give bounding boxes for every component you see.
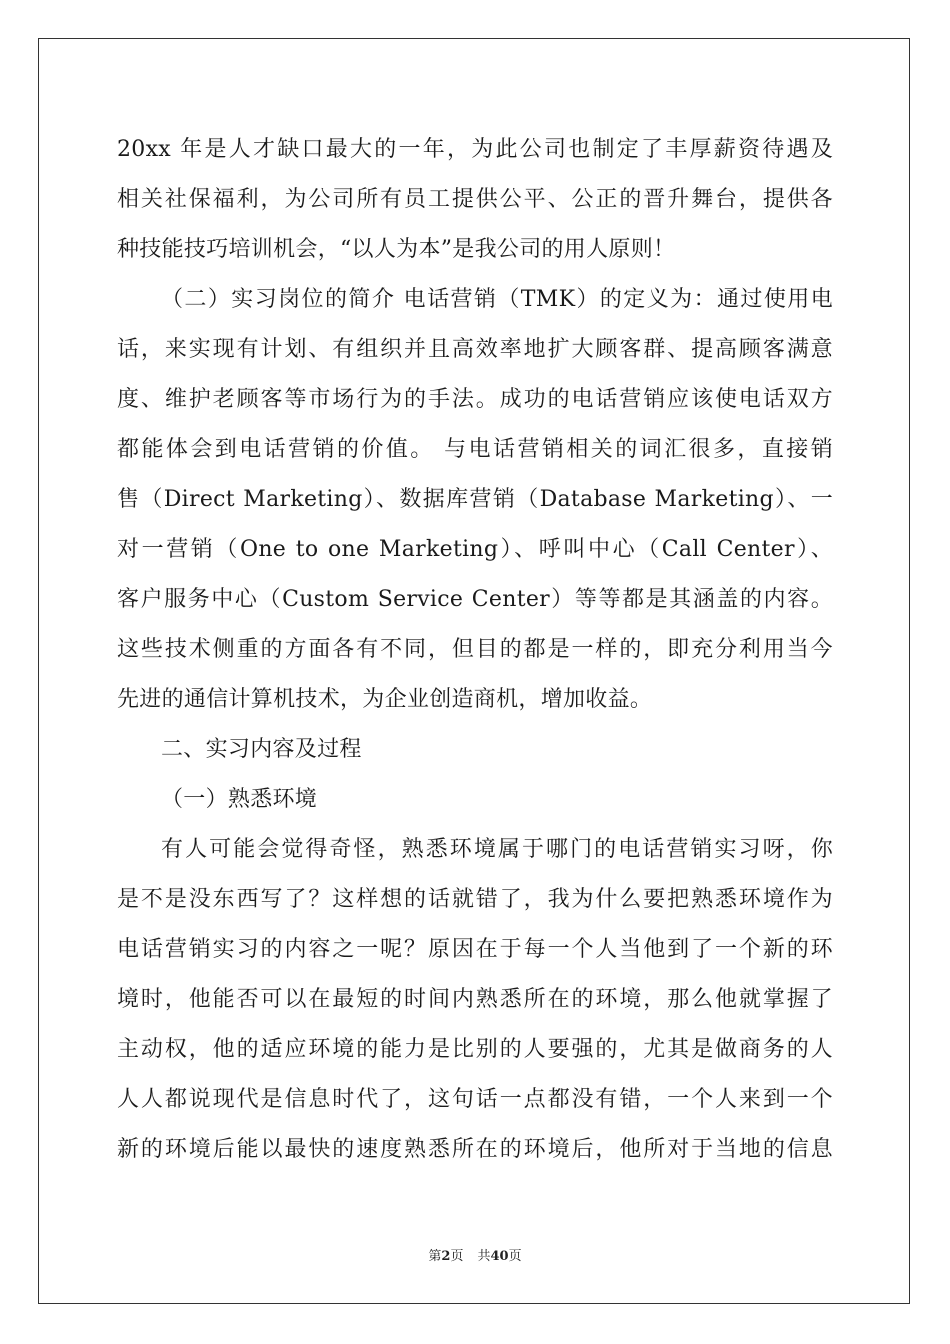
text-line: 人人都说现代是信息时代了，这句话一点都没有错，一个人来到一个 [117,1087,833,1112]
text-line: 客户服务中心（Custom Service Center）等等都是其涵盖的内容。 [117,587,833,612]
text-line: （二）实习岗位的简介 电话营销（TMK）的定义为：通过使用电 [161,287,833,312]
text-line: 相关社保福利，为公司所有员工提供公平、公正的晋升舞台，提供各 [117,187,833,212]
footer-total-suffix: 页 [508,1249,522,1264]
footer-page-number: 2 [441,1249,451,1264]
document-body [117,125,833,1175]
text-line: 对一营销（One to one Marketing）、呼叫中心（Call Center）、 [117,537,833,562]
text-line: 都能体会到电话营销的价值。 与电话营销相关的词汇很多，直接销 [117,437,833,462]
text-line: 新的环境后能以最快的速度熟悉所在的环境后，他所对于当地的信息 [117,1137,833,1162]
text-line: 有人可能会觉得奇怪，熟悉环境属于哪门的电话营销实习呀，你 [161,837,833,862]
text-line: 先进的通信计算机技术，为企业创造商机，增加收益。 [117,687,653,712]
text-line: 主动权，他的适应环境的能力是比别的人要强的，尤其是做商务的人 [117,1037,833,1062]
text-line: 是不是没东西写了？这样想的话就错了，我为什么要把熟悉环境作为 [117,887,833,912]
text-line: 电话营销实习的内容之一呢？原因在于每一个人当他到了一个新的环 [117,937,833,962]
footer-page-suffix: 页 [450,1249,464,1264]
text-line: （一）熟悉环境 [161,787,318,812]
text-line: 售（Direct Marketing）、数据库营销（Database Marketing）、一 [117,487,833,512]
footer-page-prefix: 第 [428,1249,442,1264]
footer-total-pages: 40 [490,1249,509,1264]
text-line: 度、维护老顾客等市场行为的手法。成功的电话营销应该使电话双方 [117,387,833,412]
text-line: 二、实习内容及过程 [161,737,362,762]
text-line: 话，来实现有计划、有组织并且高效率地扩大顾客群、提高顾客满意 [117,337,833,362]
page-footer [0,1248,950,1266]
text-line: 这些技术侧重的方面各有不同，但目的都是一样的，即充分利用当今 [117,637,833,662]
text-line: 境时，他能否可以在最短的时间内熟悉所在的环境，那么他就掌握了 [117,987,833,1012]
footer-total-prefix: 共 [477,1249,491,1264]
text-line: 20xx 年是人才缺口最大的一年，为此公司也制定了丰厚薪资待遇及 [117,137,833,162]
text-line: 种技能技巧培训机会，“以人为本”是我公司的用人原则！ [117,237,676,262]
